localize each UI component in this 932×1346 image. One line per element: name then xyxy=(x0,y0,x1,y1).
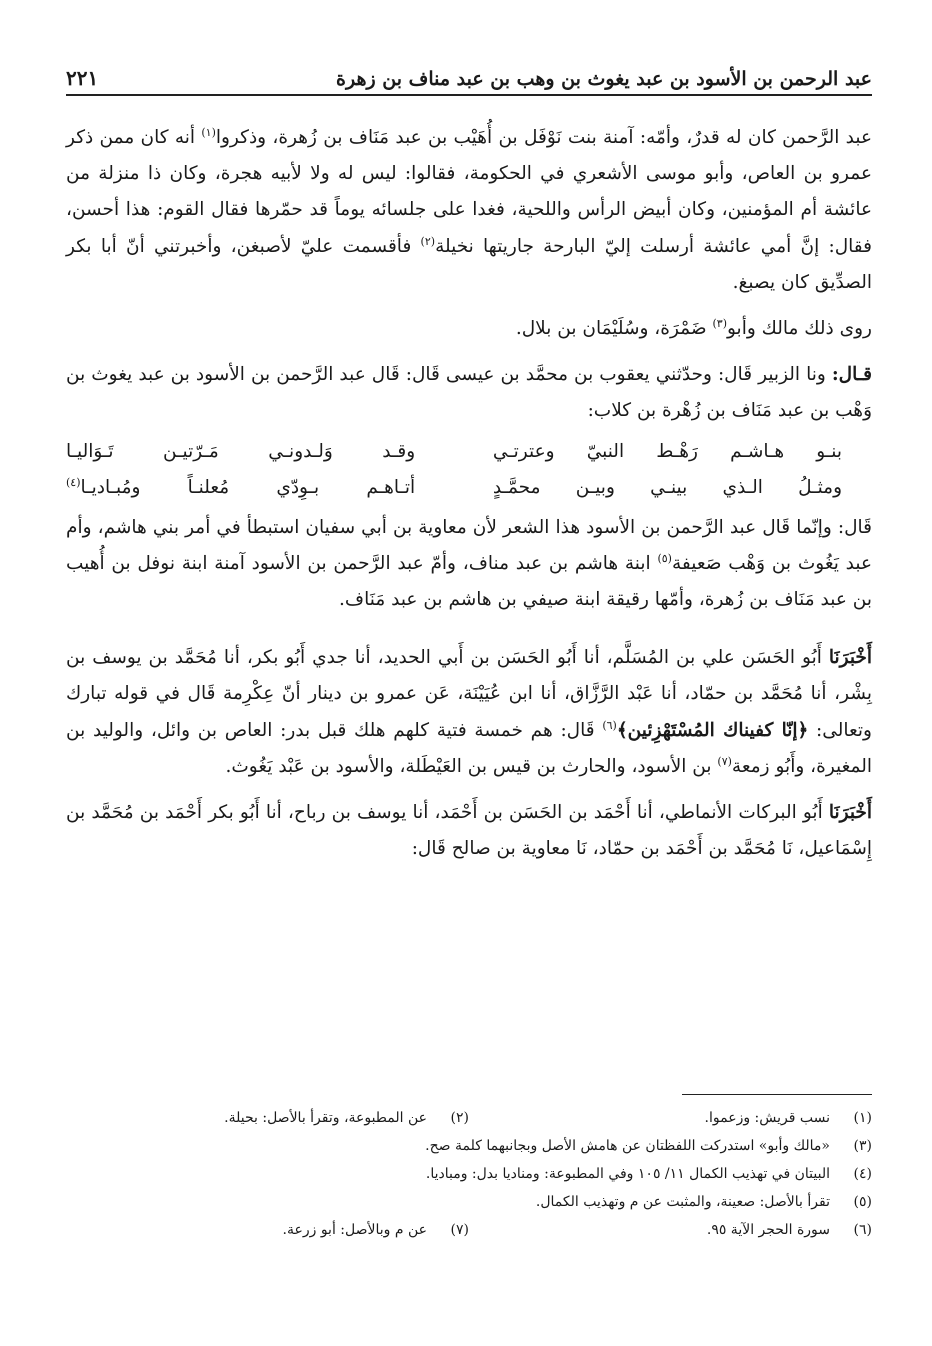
verse-2 xyxy=(66,470,872,506)
running-header xyxy=(66,46,872,96)
keyword-akhbarana: أَخْبَرَنَا xyxy=(828,647,872,669)
keyword-akhbarana: أَخْبَرَنَا xyxy=(828,802,872,824)
paragraph-3: قـال: ونا الزبير قَال: وحدّثني يعقوب بن محمَّد بن عيسى قَال: قَال عبد الرَّحمن بن الأسود بن عبد يغوث بن وَهْب بن عبد مَنَاف بن زُهْرة بن كلاب: xyxy=(66,364,872,422)
paragraph-2: روى ذلك مالك وأبو$^{(٣)}$ ضَمْرَة، وسُلَيْمَان بن بلال. xyxy=(515,316,872,340)
footnote-ref-4[interactable]: (٤) xyxy=(66,475,81,489)
verse-2-second-hemistich: أتـاهـم بـوِدّي مُعلنـاً ومُبـاديـا$^{(٤)}$ xyxy=(66,475,416,498)
paragraph-5: أَخْبَرَنَا أَبُو الحَسَن علي بن المُسَلَّم، أنا أَبُو الحَسَن بن أَبي الحديد، أنا جدي أَبُو بكر، أنا مُحَمَّد بن يوسف بن بِشْر، أنا مُحَمَّد بن حمّاد، أنا عَبْد الرَّزَّاق، أنا ابن عُيَيْنَة، عَن عمرو بن دينار أنّ عِكْرِمة قَال في قوله تبارك وتعالى: ﴿إنّا كفيناك المُسْتَهْزِئين﴾$^{(٦)}$ قَال: هم خمسة فتية كلهم هلك قبل بدر: العاص بن وائل، والوليد بن المغيرة، وأَبُو زمعة$^{(٧)}$ بن الأسود، والحارث بن قيس بن العَيْطَلة، والأسود بن عَبْد يَغُوث. xyxy=(66,647,872,777)
paragraph-4: قَال: وإنّما قَال عبد الرَّحمن بن الأسود هذا الشعر لأن معاوية بن أبي سفيان استبطأ في أمر بني هاشم، وأم عبد يَغُوث بن وَهْب صَعيفة$^{(٥)}$ ابنة هاشم بن عبد مناف، وأمّ عبد الرَّحمن بن الأسود آمنة ابنة نوفل بن أُهيب بن عبد مَنَاف بن زُهرة، وأمّها رقيقة ابنة صيفي بن هاشم بن عبد مَنَاف. xyxy=(66,516,872,611)
verse-1-first-hemistich: بنـو هـاشـم رَهْـط النبيّ وعترتـي xyxy=(492,440,842,462)
verse-1-second-hemistich: وقـد وَلـدونـي مَـرّتيـن تَـوَاليـا xyxy=(66,440,416,462)
footnote-7: (٧) عن م وبالأصل: أبو زرعة. xyxy=(282,1222,469,1238)
main-text xyxy=(66,120,872,867)
footnote-row xyxy=(66,1216,872,1244)
footnote-row xyxy=(66,1104,872,1132)
footnote-5: (٥) تقرأ بالأصل: صعينة، والمثبت عن م وتهذيب الكمال. xyxy=(535,1194,872,1210)
footnote-3: (٣) «مالك وأبو» استدركت اللفظتان عن هامش الأصل وبجانبهما كلمة صح. xyxy=(425,1138,872,1154)
paragraph-1: عبد الرَّحمن كان له قدرٌ، وأمّه: آمنة بنت نَوْفَل بن أُهَيْب بن عبد مَنَاف بن زُهرة، وذكروا$^{(١)}$ أنه كان ممن ذكر عمرو بن العاص، وأبو موسى الأشعري في الحكومة، فقالوا: ليس له ولا لأبيه هجرة، وكان ذا منزلة من عائشة أم المؤمنين، وكان أبيض الرأس واللحية، فغدا على جلسائه يوماً قد حمّرها فقال القوم: هذا أحسن، فقال: إنَّ أمي عائشة أرسلت إليّ البارحة جاريتها نخيلة$^{(٢)}$ فأقسمت عليّ لأصبغن، وأخبرتني أنّ أبا بكر الصدِّيق كان يصبغ. xyxy=(66,125,873,293)
footnote-2: (٢) عن المطبوعة، وتقرأ بالأصل: بحيلة. xyxy=(224,1110,469,1126)
footnote-row xyxy=(66,1160,872,1188)
footnote-ref-3[interactable]: (٣) xyxy=(712,316,727,330)
verse-1 xyxy=(66,434,872,470)
footnote-ref-7[interactable]: (٧) xyxy=(717,754,732,768)
footnote-ref-2[interactable]: (٢) xyxy=(420,234,436,248)
footnote-6: (٦) سورة الحجر الآية ٩٥. xyxy=(706,1222,872,1238)
footnote-row xyxy=(66,1132,872,1160)
quran-verse: ﴿إنّا كفيناك المُسْتَهْزِئين﴾ xyxy=(616,719,809,741)
footnotes xyxy=(66,1104,872,1244)
footnote-ref-6[interactable]: (٦) xyxy=(602,718,617,732)
footnote-ref-1[interactable]: (١) xyxy=(201,125,216,139)
verse-2-first-hemistich: ومثـلُ الـذي بينـي وبيـن محمَّـدٍ xyxy=(492,476,842,498)
keyword-qal: قـال: xyxy=(831,364,872,386)
footnote-ref-5[interactable]: (٥) xyxy=(657,551,672,565)
footnote-1: (١) نسب قريش: وزعموا. xyxy=(704,1110,872,1126)
header-title: عبد الرحمن بن الأسود بن عبد يغوث بن وهب بن عبد مناف بن زهرة xyxy=(336,68,872,90)
poem xyxy=(66,434,872,506)
footnote-divider xyxy=(682,1094,872,1095)
page-number: ٢٢١ xyxy=(66,66,99,90)
paragraph-6: أَخْبَرَنَا أَبُو البركات الأنماطي، أنا أَحْمَد بن الحَسَن بن أَحْمَد، أنا يوسف بن رباح، أنا أَبُو بكر أَحْمَد بن مُحَمَّد بن إِسْمَاعيل، نَا مُحَمَّد بن أَحْمَد بن حمّاد، نَا معاوية بن صالح قَال: xyxy=(66,802,872,860)
footnote-4: (٤) البيتان في تهذيب الكمال ١١/ ١٠٥ وفي المطبوعة: ومناديا بدل: ومباديا. xyxy=(425,1166,872,1182)
footnote-row xyxy=(66,1188,872,1216)
